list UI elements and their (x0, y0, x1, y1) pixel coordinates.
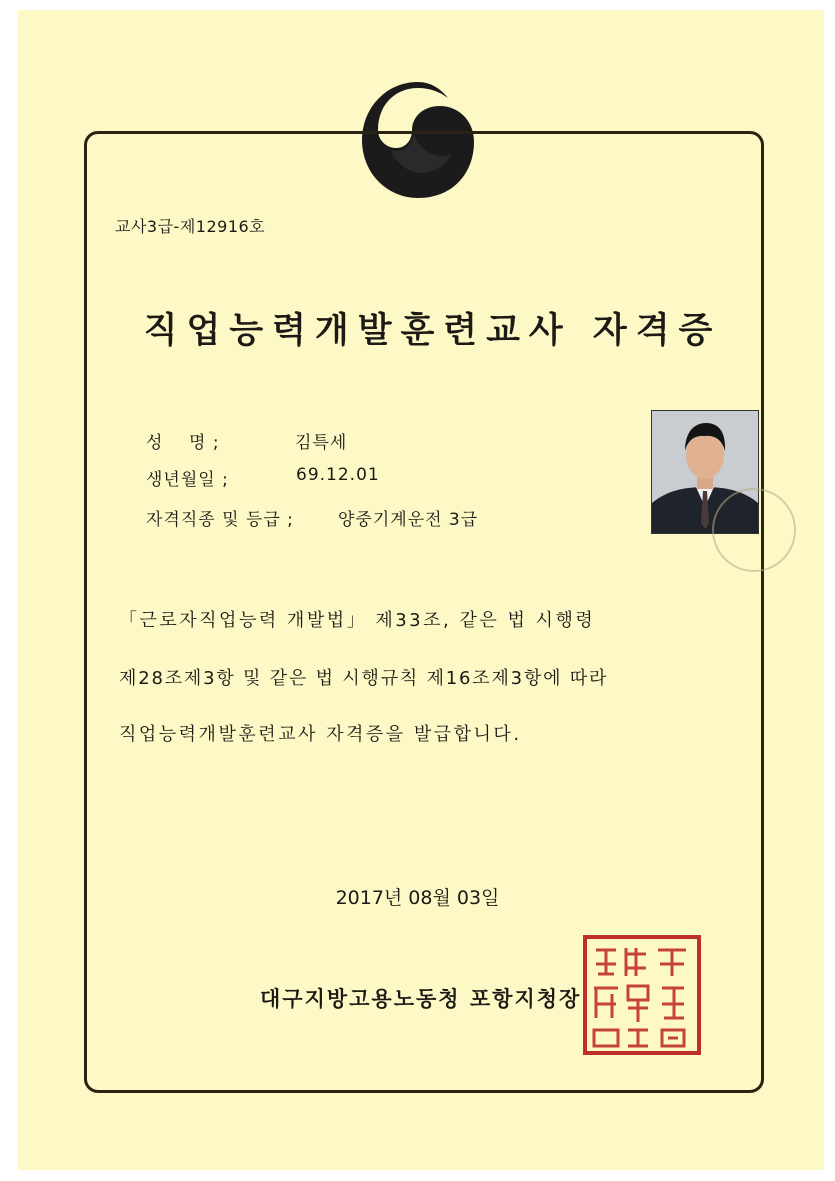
grade-value: 양중기계운전 3급 (338, 510, 479, 530)
certificate-number: 교사3급-제12916호 (115, 217, 266, 236)
statement-line-1: 「근로자직업능력 개발법」 제33조, 같은 법 시행령 (119, 610, 596, 631)
birth-value: 69.12.01 (296, 465, 380, 485)
name-row (146, 428, 348, 453)
issue-date: 2017년 08월 03일 (335, 887, 500, 909)
name-value: 김특세 (295, 433, 348, 453)
name-label: 성 명 ; (146, 433, 220, 453)
embossed-seal-icon (712, 488, 796, 572)
statement-line-3: 직업능력개발훈련교사 자격증을 발급합니다. (119, 724, 522, 745)
birth-label: 생년월일 ; (146, 470, 229, 490)
statement-line-2: 제28조제3항 및 같은 법 시행규칙 제16조제3항에 따라 (119, 668, 609, 689)
official-seal-icon (582, 934, 702, 1056)
grade-label: 자격직종 및 등급 ; (146, 510, 294, 530)
certificate-title: 직업능력개발훈련교사 자격증 (143, 311, 722, 351)
birth-row (146, 465, 380, 490)
grade-row (146, 505, 479, 530)
issuer-name: 대구지방고용노동청 포항지청장 (260, 987, 582, 1011)
